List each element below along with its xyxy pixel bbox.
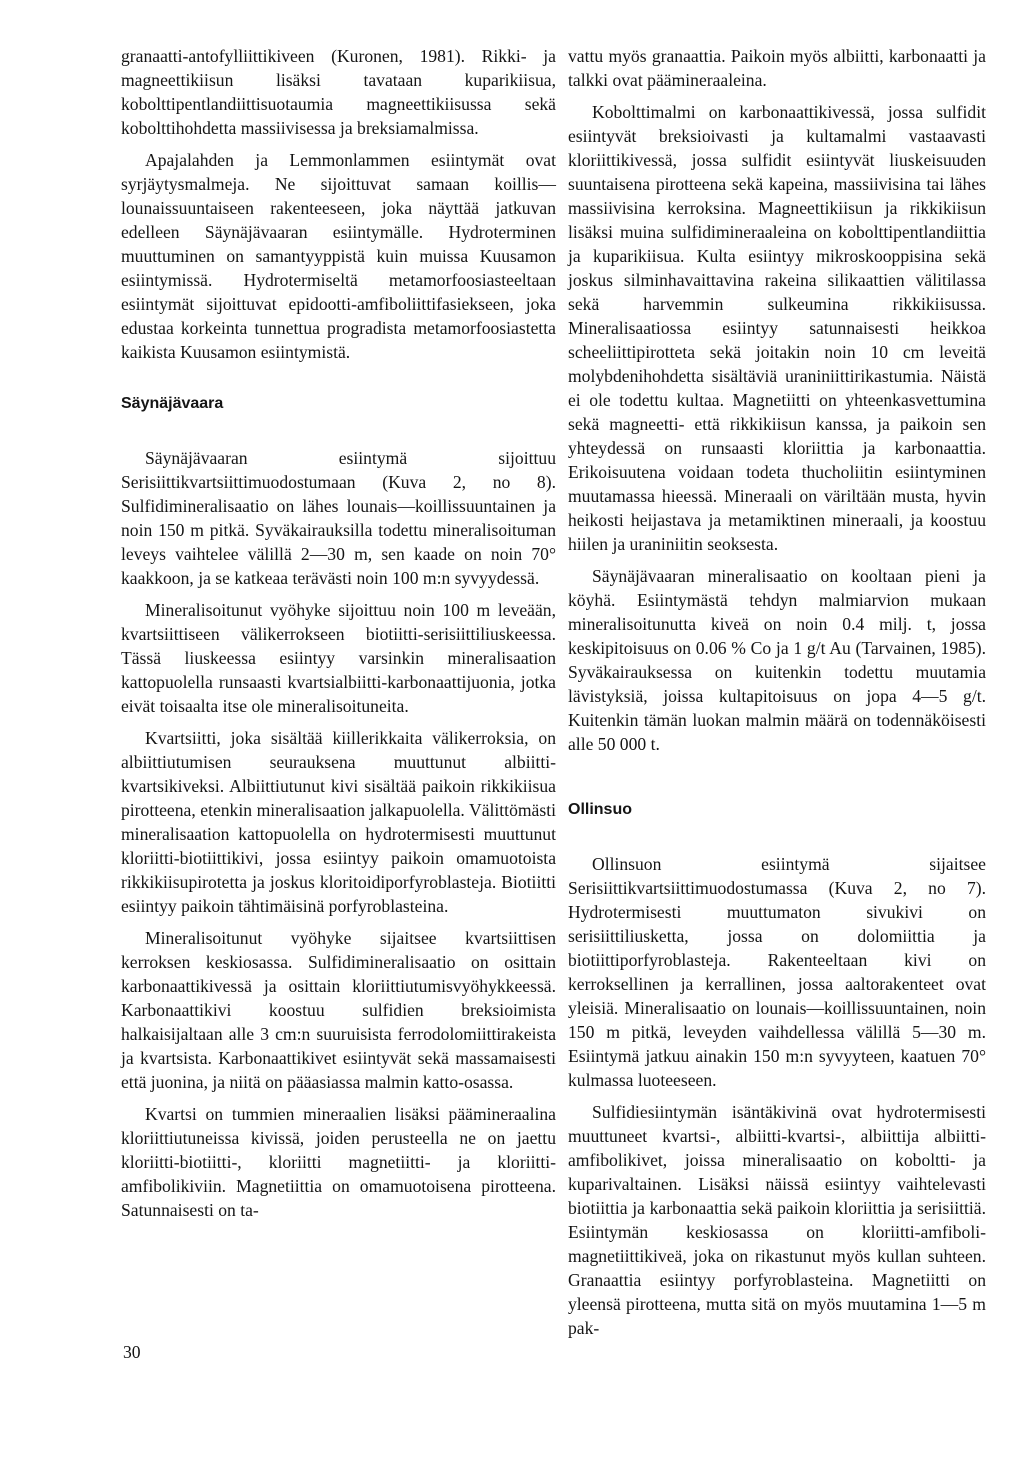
section-heading-ollinsuo: Ollinsuo (568, 801, 632, 818)
paragraph: Sulfidiesiintymän isäntäkivinä ovat hydrotermisesti muuttuneet kvartsi-, albiitti-kvartsi-, albiittija albiitti-amfibolikivet, joissa mineralisaatio on koboltti- ja kuparivaltainen. Lisäksi näissä esiintyy vaihtelevasti biotiittia ja karbonaattia sekä paikoin kloriittia ja serisiittiä. Esiintymän keskiosassa on kloriitti-amfiboli-magnetiittikiveä, joka on rikastunut myös kullan suhteen. Granaattia esiintyy porfyroblasteina. Magnetiitti on yleensä pirotteena, mutta sitä on myös muutamina 1—5 m pak- (568, 1102, 986, 1338)
paragraph: granaatti-antofylliittikiveen (Kuronen, 1981). Rikki- ja magneettikiisun lisäksi tavataan kuparikiisua, kobolttipentlandiittisuotaumia magneettikiisussa sekä kobolttihohdetta massiivisessa ja breksiamalmissa. (121, 46, 556, 138)
paragraph: Kobolttimalmi on karbonaattikivessä, jossa sulfidit esiintyvät breksioivasti ja kultamalmi vastaavasti kloriittikivessä, jossa sulfidit esiintyvät liuskeisuuden suuntaisena pirotteena sekä kapeina, massiivisina tai lähes massiivisina kerroksina. Magneettikiisun ja rikkikiisun lisäksi muina sulfidimineraaleina on kobolttipentlandiittia ja kuparikiisua. Kulta esiintyy mikroskooppisina sekä joskus silminhavaittavina rakeina silikaattien välitilassa sekä harvemmin sulkeumina rikkikiisussa. Mineralisaatiossa esiintyy satunnaisesti heikkoa scheeliittipirotteta sekä joitakin noin 10 cm leveitä molybdenihohdetta sisältäviä uraniniittirikastumia. Näistä ei ole todettu kultaa. Magnetiitti on yhteenkasvettumina sekä magneetti- että rikkikiisun kanssa, ja paikoin sen yhteydessä on runsaasti kloriittia ja karbonaattia. Erikoisuutena voidaan todeta thucholiitin esiintyminen muutamassa hieessä. Mineraali on väriltään musta, hyvin heikosti heijastava ja metamiktinen mineraali, ja koostuu hiilen ja uraniniitin seoksesta. (568, 102, 986, 554)
section-heading-saynajavaara: Säynäjävaara (121, 395, 224, 412)
paragraph: vattu myös granaattia. Paikoin myös albiitti, karbonaatti ja talkki ovat päämineraaleina. (568, 46, 986, 90)
page-number: 30 (123, 1342, 141, 1362)
left-column (121, 44, 556, 1230)
paragraph: Säynäjävaaran mineralisaatio on kooltaan pieni ja köyhä. Esiintymästä tehdyn malmiarvion mukaan mineralisoitunutta kiveä on noin 0.4 milj. t, jossa keskipitoisuus on 0.06 % Co ja 1 g/t Au (Tarvainen, 1985). Syväkairauksessa on kuitenkin todettu muutamia lävistyksiä, joissa kultapitoisuus on jopa 4—5 g/t. Kuitenkin tämän luokan malmin määrä on todennäköisesti alle 50 000 t. (568, 566, 986, 754)
paragraph: Apajalahden ja Lemmonlammen esiintymät ovat syrjäytysmalmeja. Ne sijoittuvat samaan koillis—lounaissuuntaiseen rakenteeseen, joka näyttää jatkuvan edelleen Säynäjävaaran esiintymälle. Hydroterminen muuttuminen on samantyyppistä kuin muissa Kuusamon esiintymissä. Hydrotermiseltä metamorfoosiasteeltaan esiintymät sijoittuvat epidootti-amfiboliittifasiekseen, joka edustaa korkeinta tunnettua progradista metamorfoosiastetta kaikista Kuusamon esiintymistä. (121, 150, 556, 362)
paragraph: Kvartsiitti, joka sisältää kiillerikkaita välikerroksia, on albiittiutumisen seurauksena muuttunut albiitti-kvartsikiveksi. Albiittiutunut kivi sisältää paikoin rikkikiisua pirotteena, etenkin mineralisaation jalkapuolella. Välittömästi mineralisaation kattopuolella on hydrotermisesti muuttunut kloriitti-biotiittikivi, jossa esiintyy paikoin omamuotoista rikkikiisupirotetta ja joskus kloritoidiporfyroblasteja. Biotiitti esiintyy paikoin tähtimäisinä porfyroblasteina. (121, 728, 556, 916)
paragraph: Kvartsi on tummien mineraalien lisäksi päämineraalina kloriittiutuneissa kivissä, joiden perusteella ne on jaettu kloriitti-biotiitti-, kloriitti magnetiitti- ja kloriitti-amfibolikiviin. Magnetiittia on omamuotoisena pirotteena. Satunnaisesti on ta- (121, 1104, 556, 1220)
paragraph: Ollinsuon esiintymä sijaitsee Serisiittikvartsiittimuodostumassa (Kuva 2, no 7). Hydrotermisesti muuttumaton sivukivi on serisiittiliusketta, jossa on dolomiittia ja biotiittiporfyroblasteja. Rakenteeltaan kivi on kerroksellinen ja kerrallinen, jossa aaltorakenteet ovat yleisiä. Mineralisaatio on lounais—koillissuuntainen, noin 150 m pitkä, leveyden vaihdellessa välillä 5—30 m. Esiintymä jatkuu ainakin 150 m:n syvyyteen, kaatuen 70° kulmassa luoteeseen. (568, 854, 986, 1090)
paragraph: Mineralisoitunut vyöhyke sijaitsee kvartsiittisen kerroksen keskiosassa. Sulfidimineralisaatio on osittain karbonaattikivessä ja osittain kloriittiutumisvyöhykkeessä. Karbonaattikivi koostuu sulfidien breksioimista halkaisijaltaan alle 3 cm:n suuruisista ferrodolomiittirakeista ja kvartsista. Karbonaattikivet esiintyvät sekä massamaisesti että juonina, ja niitä on pääasiassa malmin katto-osassa. (121, 928, 556, 1092)
right-column (568, 44, 986, 1348)
paragraph: Mineralisoitunut vyöhyke sijoittuu noin 100 m leveään, kvartsiittiseen välikerrokseen biotiitti-serisiittiliuskeessa. Tässä liuskeessa esiintyy varsinkin mineralisaation kattopuolella runsaasti kvartsialbiitti-karbonaattijuonia, jotka eivät toisaalta itse ole mineralisoituneita. (121, 600, 556, 716)
paragraph: Säynäjävaaran esiintymä sijoittuu Serisiittikvartsiittimuodostumaan (Kuva 2, no 8). Sulfidimineralisaatio on lähes lounais—koillissuuntainen ja noin 150 m pitkä. Syväkairauksilla todettu mineralisoituman leveys vaihtelee välillä 2—30 m, sen kaade on noin 70° kaakkoon, ja se katkeaa terävästi noin 100 m:n syvyydessä. (121, 448, 556, 588)
